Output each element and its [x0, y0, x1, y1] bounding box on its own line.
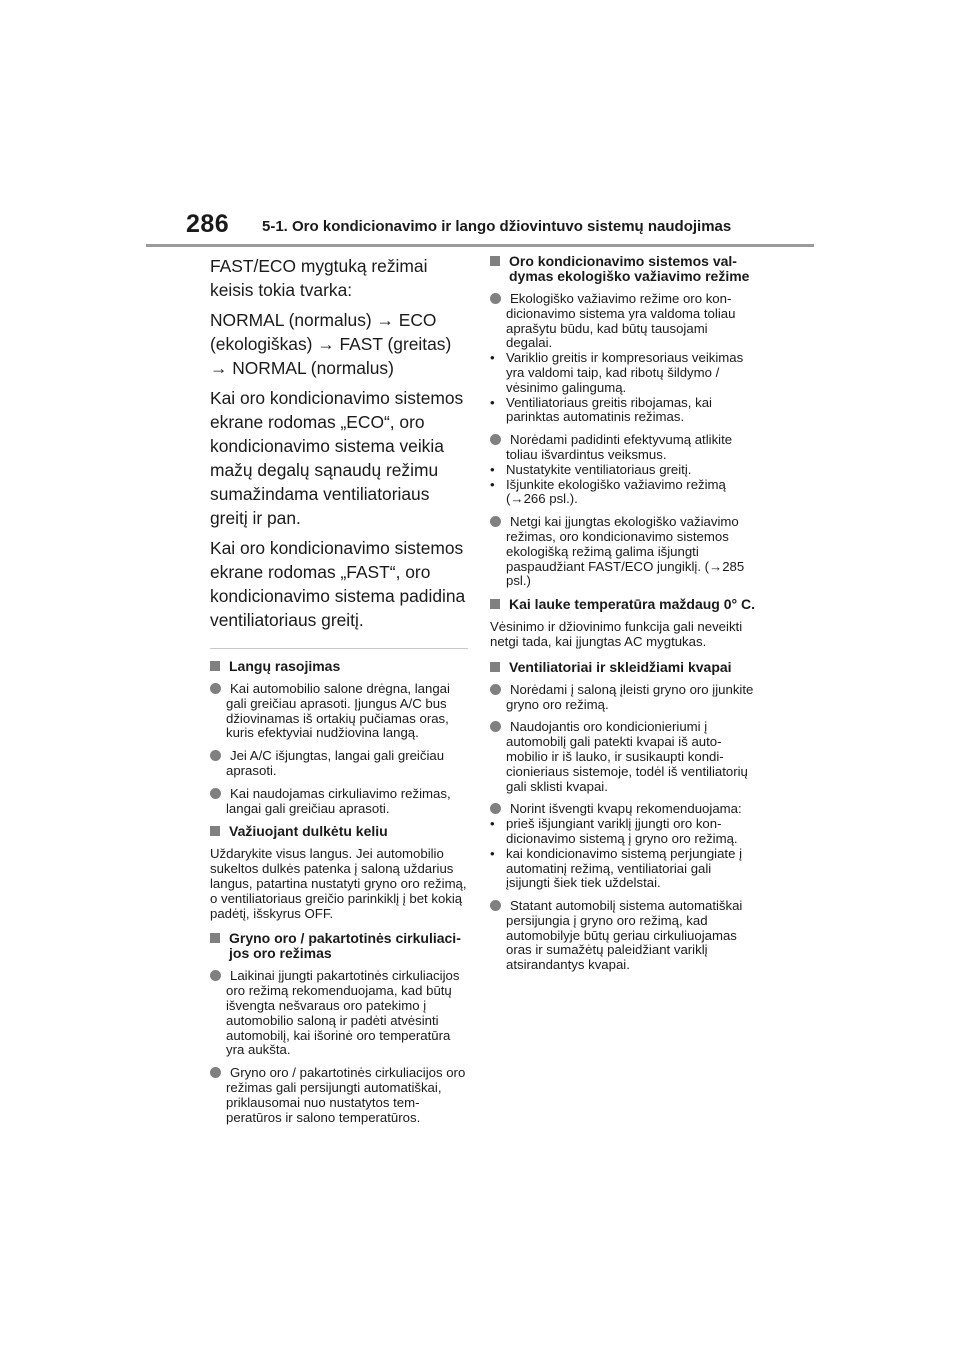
square-bullet-icon: [490, 662, 500, 672]
bullet-item: Kai automobilio salone drėgna, langai gali greičiau aprasoti. Įjungus A/C bus džiovinamas iš ortakių pučiamas oras, kuris efektyviai nudžiovina langą.: [210, 682, 468, 741]
lead-paragraph: NORMAL (normalus) → ECO (ekologiškas) → FAST (greitas) → NORMAL (normalus): [210, 310, 452, 378]
bullet-item: Statant automobilį sistema automatiškai persijungia į gryno oro režimą, kad automobilyje būtų geriau cirkuliuojamas oras ir sumažėtų paleidžiant variklį atsirandantys kvapai.: [490, 899, 756, 973]
cold-weather-text: Vėsinimo ir džiovinimo funkcija gali neveikti netgi tada, kai įjungtas AC mygtukas.: [490, 619, 743, 649]
circle-bullet-icon: [210, 1067, 221, 1078]
dash-list: [490, 351, 756, 425]
subheading-vents-odors: Ventiliatoriai ir skleidžiami kvapai: [490, 660, 756, 675]
list-item: • prieš išjungiant variklį įjungti oro kondicionavimo sistemą į gryno oro režimą.: [490, 816, 738, 846]
header-divider: [146, 244, 814, 247]
square-bullet-icon: [210, 661, 220, 671]
left-column: [210, 254, 468, 1133]
subheading-window-fog: Langų rasojimas: [210, 659, 468, 674]
dusty-road-text: Uždarykite visus langus. Jei automobilio sukeltos dulkės patenka į saloną uždarius langus, patartina nustatyti gryno oro režimą, o ventiliatoriaus greičio parinkiklį į bet kokią padėtį, išskyrus OFF.: [210, 846, 467, 921]
page-header: [0, 0, 960, 250]
bullet-item: Laikinai įjungti pakartotinės cirkuliacijos oro režimą rekomenduojama, kad būtų išvengta nešvaraus oro patekimo į automobilio saloną ir padėti atvėsinti automobilį, kai išorinė oro temperatūra yra aukšta.: [210, 969, 468, 1058]
list-item: • Variklio greitis ir kompresoriaus veikimas yra valdomi taip, kad ribotų šildymo / vėsinimo galingumą.: [490, 350, 744, 395]
circle-bullet-icon: [490, 516, 501, 527]
circle-bullet-icon: [210, 970, 221, 981]
list-item: • Nustatykite ventiliatoriaus greitį.: [490, 461, 692, 477]
list-item: • kai kondicionavimo sistemą perjungiate į automatinį režimą, ventiliatoriai gali įsijungti šiek tiek uždelstai.: [490, 845, 743, 891]
subheading-cold-weather: Kai lauke temperatūra maždaug 0° C.: [490, 597, 756, 612]
bullet-item: Ekologiško važiavimo režime oro kondicionavimo sistema yra valdoma toliau aprašytu būdu, kad būtų tausojami degalai.: [490, 292, 756, 351]
list-item: • Ventiliatoriaus greitis ribojamas, kai parinktas automatinis režimas.: [490, 394, 712, 425]
square-bullet-icon: [210, 933, 220, 943]
subheading-dusty-road: Važiuojant dulkėtu keliu: [210, 824, 468, 839]
lead-text: [210, 254, 468, 632]
lead-paragraph: Kai oro kondicionavimo sistemos ekrane rodomas „ECO“, oro kondicionavimo sistema veikia mažų degalų sąnaudų režimu sumažindama ventiliatoriaus greitį ir pan.: [210, 388, 464, 528]
circle-bullet-icon: [490, 721, 501, 732]
dash-list: [490, 463, 756, 507]
bullet-item: Norėdami padidinti efektyvumą atlikite toliau išvardintus veiksmus.: [490, 433, 756, 463]
section-title: 5-1. Oro kondicionavimo ir lango džiovintuvo sistemų naudojimas: [262, 218, 732, 235]
circle-bullet-icon: [210, 750, 221, 761]
bullet-item: Gryno oro / pakartotinės cirkuliacijos oro režimas gali persijungti automatiškai, priklausomai nuo nustatytos temperatūros ir salono temperatūros.: [210, 1066, 468, 1125]
bullet-item: Netgi kai įjungtas ekologiško važiavimo režimas, oro kondicionavimo sistemos ekologišką režimą galima išjungti paspaudžiant FAST/ECO jungiklį. (→285 psl.): [490, 515, 756, 589]
bullet-item: Kai naudojamas cirkuliavimo režimas, langai gali greičiau aprasoti.: [210, 787, 468, 817]
right-column: [490, 254, 756, 981]
lead-paragraph: FAST/ECO mygtuką režimai keisis tokia tvarka:: [210, 256, 428, 300]
circle-bullet-icon: [210, 788, 221, 799]
bullet-item: Naudojantis oro kondicionieriumi į automobilį gali patekti kvapai iš automobilio ir iš lauko, ir susikaupti kondicionieriaus sistemoje, todėl iš ventiliatorių gali sklisti kvapai.: [490, 720, 756, 794]
circle-bullet-icon: [490, 434, 501, 445]
dash-list: [490, 817, 756, 891]
bullet-item: Jei A/C išjungtas, langai gali greičiau aprasoti.: [210, 749, 468, 779]
square-bullet-icon: [210, 826, 220, 836]
bullet-item: Norėdami į saloną įleisti gryno oro įjunkite gryno oro režimą.: [490, 683, 756, 713]
square-bullet-icon: [490, 256, 500, 266]
subheading-eco-mode: Oro kondicionavimo sistemos valdymas ekologiško važiavimo režime: [490, 254, 756, 284]
section-divider: [210, 648, 468, 649]
list-item: • Išjunkite ekologiško važiavimo režimą (→266 psl.).: [490, 476, 726, 507]
page-number: 286: [186, 210, 230, 238]
bullet-item: Norint išvengti kvapų rekomenduojama:: [490, 802, 756, 817]
circle-bullet-icon: [210, 683, 221, 694]
subheading-recirculation: Gryno oro / pakartotinės cirkuliacijos oro režimas: [210, 931, 468, 961]
square-bullet-icon: [490, 599, 500, 609]
lead-paragraph: Kai oro kondicionavimo sistemos ekrane rodomas „FAST“, oro kondicionavimo sistema padidina ventiliatoriaus greitį.: [210, 538, 466, 630]
circle-bullet-icon: [490, 684, 501, 695]
circle-bullet-icon: [490, 803, 501, 814]
circle-bullet-icon: [490, 900, 501, 911]
circle-bullet-icon: [490, 293, 501, 304]
